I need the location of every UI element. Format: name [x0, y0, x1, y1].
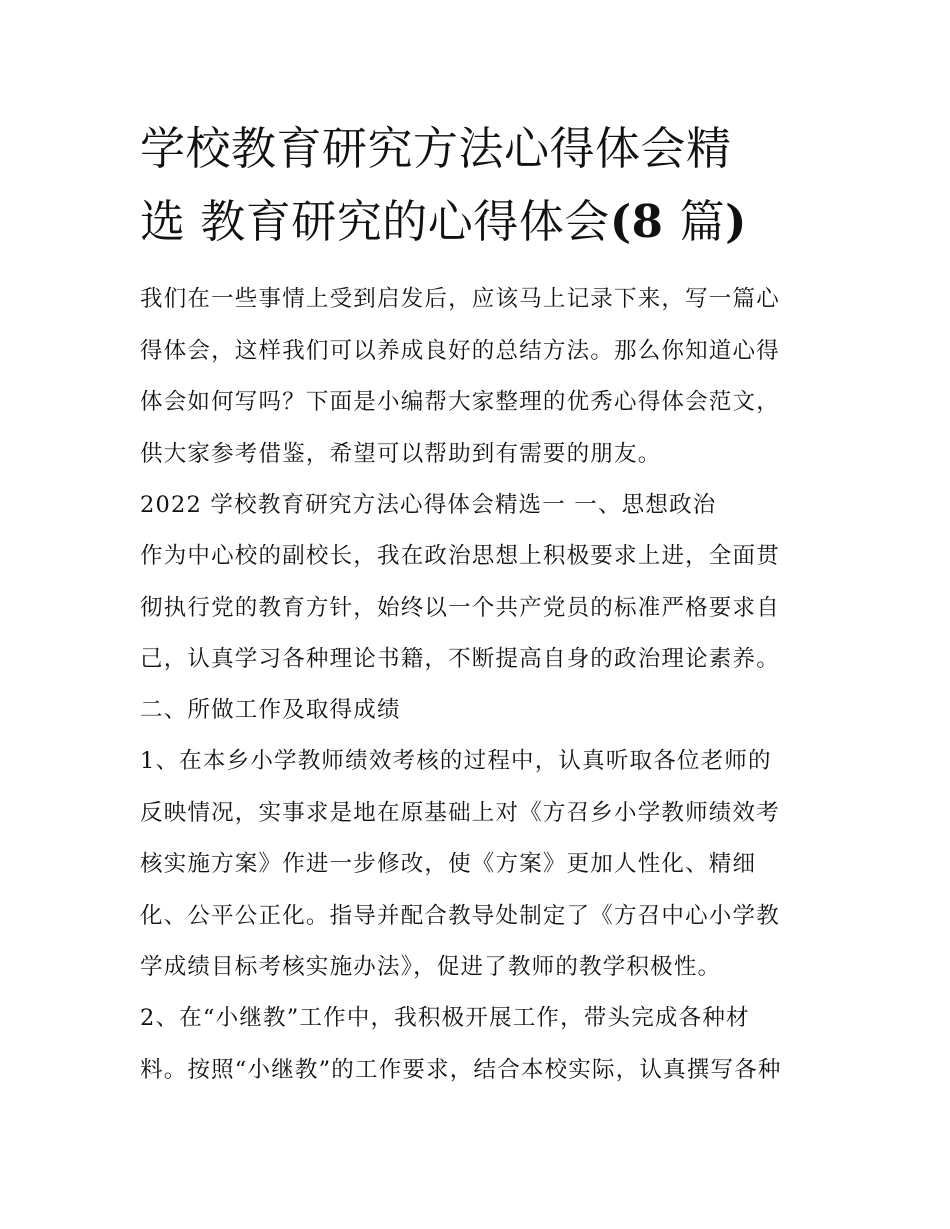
paragraph-line: 料。按照“小继教”的工作要求，结合本校实际，认真撰写各种 [140, 1056, 782, 1083]
section-heading-text: 2022 学校教育研究方法心得体会精选一 一、思想政治 [140, 492, 717, 518]
paragraph-line: 彻执行党的教育方针，始终以一个共产党员的标准严格要求自 [140, 594, 780, 621]
document-title [140, 112, 820, 258]
title-line-2-count: (8 [609, 195, 680, 248]
political-thought-paragraph [140, 531, 820, 686]
paragraph-line: 2、在“小继教”工作中，我积极开展工作，带头完成各种材 [140, 1005, 750, 1031]
intro-line: 供大家参考借鉴，希望可以帮助到有需要的朋友。 [140, 440, 662, 467]
paragraph-line: 1、在本乡小学教师绩效考核的过程中，认真听取各位老师的 [140, 748, 772, 774]
section-heading-work [140, 685, 820, 737]
section-heading-2022 [140, 480, 820, 532]
intro-line: 我们在一些事情上受到启发后，应该马上记录下来，写一篇心 [140, 286, 780, 312]
title-line-2 [140, 185, 820, 258]
intro-paragraph [140, 274, 820, 480]
paragraph-line: 学成绩目标考核实施办法》，促进了教师的教学积极性。 [140, 954, 722, 980]
paragraph-line: 核实施方案》作进一步修改，使《方案》更加人性化、精细 [140, 851, 757, 877]
title-line-2-prefix: 选 教育研究的心得体会 [140, 195, 610, 248]
title-line-2-close: ) [725, 195, 747, 248]
intro-line: 体会如何写吗？下面是小编帮大家整理的优秀心得体会范文， [140, 389, 780, 415]
section-heading-text: 二、所做工作及取得成绩 [140, 697, 401, 723]
work-item-2-paragraph [140, 993, 820, 1096]
paragraph-line: 反映情况，实事求是地在原基础上对《方召乡小学教师绩效考 [140, 799, 780, 826]
paragraph-line: 化、公平公正化。指导并配合教导处制定了《方召中心小学教 [140, 902, 780, 929]
title-line-2-unit: 篇 [679, 195, 726, 248]
intro-line: 得体会，这样我们可以养成良好的总结方法。那么你知道心得 [140, 337, 780, 364]
title-line-1: 学校教育研究方法心得体会精 [140, 122, 732, 175]
paragraph-line: 己，认真学习各种理论书籍，不断提高自身的政治理论素养。 [140, 646, 780, 672]
paragraph-line: 作为中心校的副校长，我在政治思想上积极要求上进，全面贯 [140, 543, 780, 569]
work-item-1-paragraph [140, 736, 820, 994]
